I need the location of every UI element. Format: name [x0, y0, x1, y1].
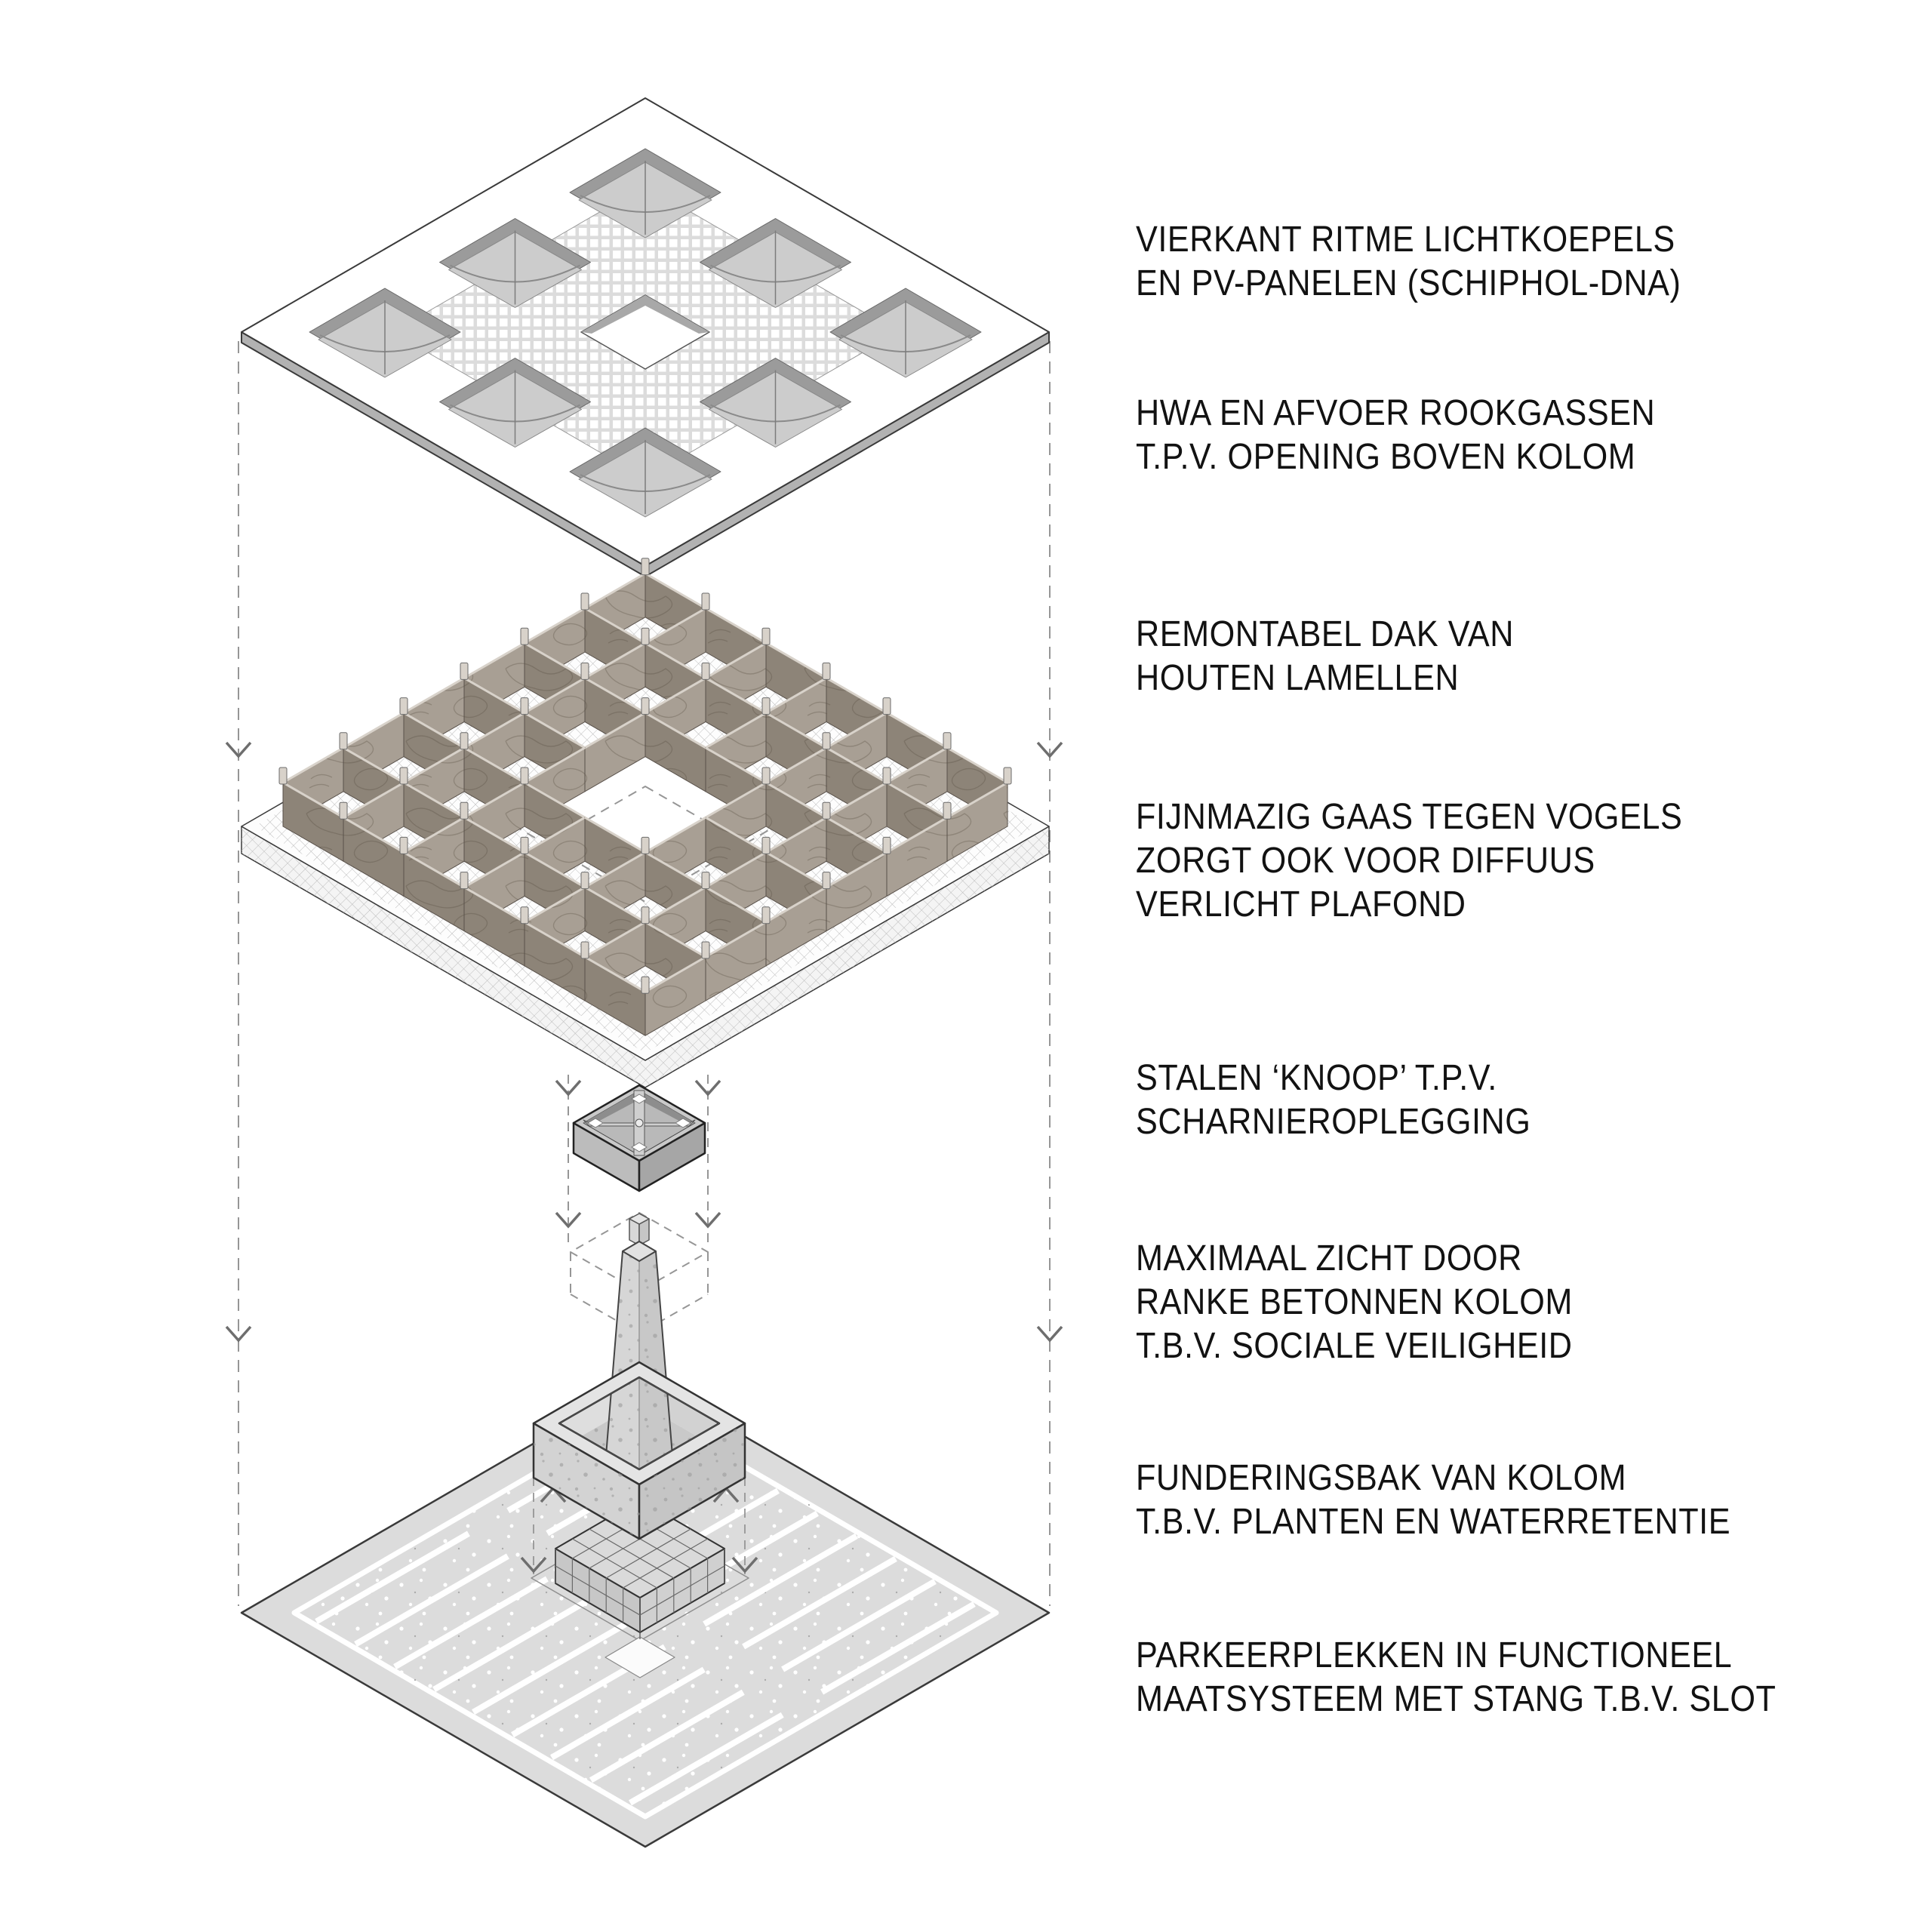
- label-stalen-knoop: STALEN ‘KNOOP’ T.P.V. SCHARNIEROPLEGGING: [1136, 1058, 1531, 1142]
- label-funderingsbak: FUNDERINGSBAK VAN KOLOM T.B.V. PLANTEN EN WATERRETENTIE: [1136, 1458, 1731, 1542]
- label-parkeerplekken: PARKEERPLEKKEN IN FUNCTIONEEL MAATSYSTEEM MET STANG T.B.V. SLOT: [1136, 1635, 1777, 1719]
- label-hwa-rookgassen: HWA EN AFVOER ROOKGASSEN T.P.V. OPENING BOVEN KOLOM: [1136, 393, 1656, 477]
- label-lichtkoepels-pv: VIERKANT RITME LICHTKOEPELS EN PV-PANELEN (SCHIPHOL-DNA): [1136, 220, 1681, 303]
- label-remontabel-dak: REMONTABEL DAK VAN HOUTEN LAMELLEN: [1136, 614, 1515, 698]
- label-betonnen-kolom: MAXIMAAL ZICHT DOOR RANKE BETONNEN KOLOM T.B.V. SOCIALE VEILIGHEID: [1136, 1238, 1573, 1366]
- label-fijnmazig-gaas: FIJNMAZIG GAAS TEGEN VOGELS ZORGT OOK VOOR DIFFUUS VERLICHT PLAFOND: [1136, 797, 1683, 924]
